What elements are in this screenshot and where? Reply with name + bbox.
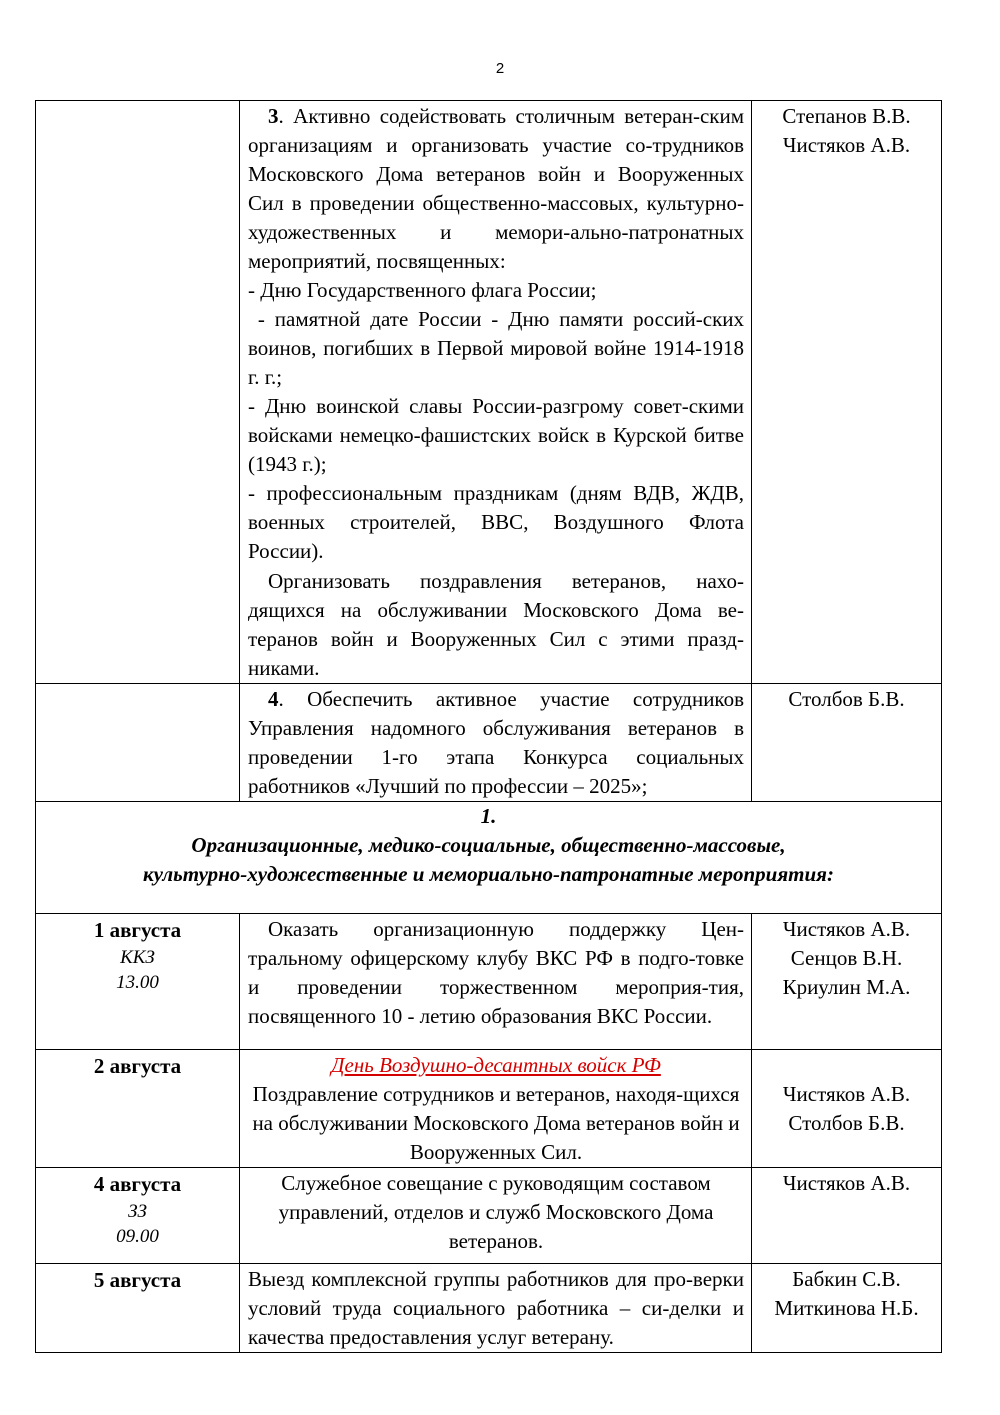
- table-row: [36, 101, 942, 684]
- event-date: 5 августа: [93, 1268, 182, 1292]
- responsible-cell: [752, 1050, 942, 1168]
- event-text: Оказать организационную поддержку Цен-тральному офицерскому клубу ВКС РФ в подго-товке и проведении торжественном мероприя-тия, посвященного 10 - летию образования ВКС России.: [248, 917, 744, 1028]
- responsible-name: Чистяков А.В.: [782, 133, 911, 157]
- event-text: Служебное совещание с руководящим составом управлений, отделов и служб Московского Дома ветеранов.: [278, 1171, 714, 1253]
- item-3-line: - Дню воинской славы России-разгрому совет-скими войсками немецко-фашистских войск в Курской битве (1943 г.);: [248, 394, 744, 476]
- table-row: [36, 1168, 942, 1264]
- item-3-line: - профессиональным праздникам (дням ВДВ, ЖДВ, военных строителей, ВВС, Воздушного Флота России).: [248, 481, 744, 563]
- event-place: ЗЗ: [128, 1201, 147, 1222]
- event-time: 13.00: [116, 972, 159, 993]
- responsible-cell: [752, 914, 942, 1050]
- responsible-name: Чистяков А.В.: [782, 1082, 911, 1106]
- event-date: 2 августа: [93, 1054, 182, 1078]
- event-date: 1 августа: [93, 918, 182, 942]
- task-cell: [240, 684, 752, 802]
- item-number: 3: [268, 104, 279, 128]
- responsible-name: Степанов В.В.: [782, 104, 911, 128]
- date-cell-empty: [36, 101, 240, 684]
- section-title-line: Организационные, медико-социальные, общественно-массовые,: [191, 833, 786, 857]
- responsible-name: Бабкин С.В.: [792, 1267, 901, 1291]
- item-3-line: - памятной дате России - Дню памяти россий-ских воинов, погибших в Первой мировой войне 1914-1918 г. г.;: [248, 307, 750, 389]
- responsible-name: Криулин М.А.: [782, 975, 911, 999]
- responsible-name: Чистяков А.В.: [782, 1171, 911, 1195]
- item-3-intro: 3. Активно содействовать столичным ветеран-ским организациям и организовать участие со-трудников Московского Дома ветеранов войн и Вооруженных Сил в проведении общественно-массовых, культурно-художественных и мемори-ально-патронатных мероприятий, посвященных:: [248, 104, 744, 273]
- table-row: [36, 1050, 942, 1168]
- section-title-line: культурно-художественные и мемориально-патронатные мероприятия:: [143, 862, 834, 886]
- plan-table: [35, 100, 942, 1353]
- responsible-name: Сенцов В.Н.: [790, 946, 903, 970]
- responsible-cell: [752, 101, 942, 684]
- page-number: 2: [495, 60, 505, 77]
- date-cell: [36, 1168, 240, 1264]
- task-cell: [240, 101, 752, 684]
- section-header: [36, 802, 942, 914]
- event-time: 09.00: [116, 1226, 159, 1247]
- item-3-line: - Дню Государственного флага России;: [248, 278, 597, 302]
- date-cell: [36, 914, 240, 1050]
- task-cell: [240, 914, 752, 1050]
- task-cell: [240, 1168, 752, 1264]
- date-cell-empty: [36, 684, 240, 802]
- responsible-name: Чистяков А.В.: [782, 917, 911, 941]
- section-header-row: [36, 802, 942, 914]
- holiday-title: День Воздушно-десантных войск РФ: [331, 1053, 661, 1077]
- table-row: [36, 914, 942, 1050]
- task-cell: [240, 1050, 752, 1168]
- date-cell: [36, 1264, 240, 1353]
- section-number: 1.: [480, 804, 497, 828]
- responsible-name: Столбов Б.В.: [788, 687, 905, 711]
- event-date: 4 августа: [93, 1172, 182, 1196]
- responsible-name: Миткинова Н.Б.: [774, 1296, 919, 1320]
- responsible-name: Столбов Б.В.: [788, 1111, 905, 1135]
- table-row: [36, 684, 942, 802]
- table-row: [36, 1264, 942, 1353]
- responsible-cell: [752, 1168, 942, 1264]
- responsible-cell: [752, 1264, 942, 1353]
- item-4-text: 4. Обеспечить активное участие сотрудников Управления надомного обслуживания ветеранов в проведении 1-го этапа Конкурса социальных работников «Лучший по профессии – 2025»;: [248, 687, 744, 798]
- responsible-cell: [752, 684, 942, 802]
- item-number: 4: [268, 687, 279, 711]
- task-cell: [240, 1264, 752, 1353]
- item-3-closing: Организовать поздравления ветеранов, нахо-дящихся на обслуживании Московского Дома ве-теранов войн и Вооруженных Сил с этими празд-никами.: [248, 569, 744, 680]
- event-place: ККЗ: [120, 947, 155, 968]
- date-cell: [36, 1050, 240, 1168]
- event-text: Поздравление сотрудников и ветеранов, находя-щихся на обслуживании Московского Дома ветеранов войн и Вооруженных Сил.: [252, 1082, 740, 1164]
- event-text: Выезд комплексной группы работников для про-верки условий труда социального работника – си-делки и качества предоставления услуг ветерану.: [248, 1267, 744, 1349]
